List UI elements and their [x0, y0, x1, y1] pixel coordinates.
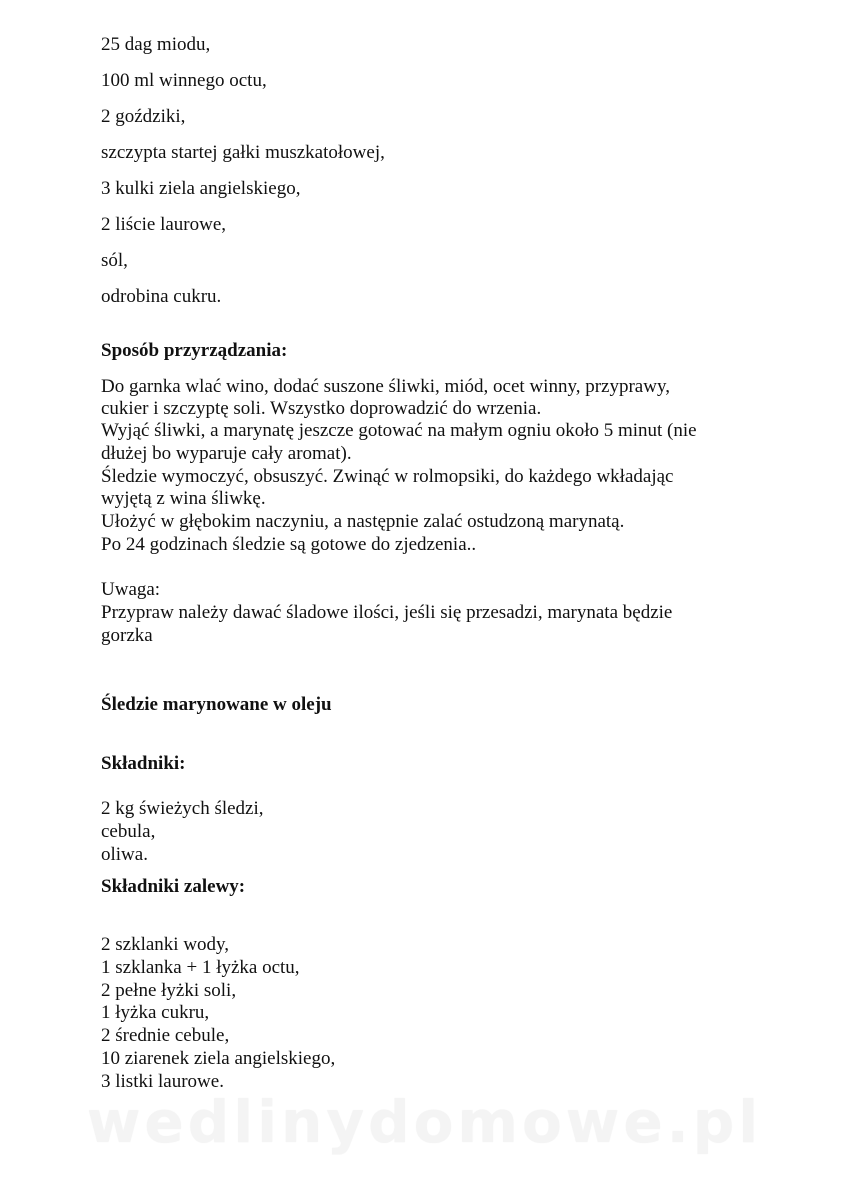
brine-line: 1 łyżka cukru,: [101, 1002, 210, 1023]
brine-line: 3 listki laurowe.: [101, 1071, 224, 1092]
ingredient-line: 3 kulki ziela angielskiego,: [101, 178, 301, 199]
preparation-line: Ułożyć w głębokim naczyniu, a następnie zalać ostudzoną marynatą.: [101, 511, 625, 532]
preparation-line: dłużej bo wyparuje cały aromat).: [101, 443, 352, 464]
brine-line: 2 średnie cebule,: [101, 1025, 230, 1046]
note-label: Uwaga:: [101, 579, 161, 600]
ingredient-line: 25 dag miodu,: [101, 34, 211, 55]
ingredient-line: 100 ml winnego octu,: [101, 70, 267, 91]
brine-line: 10 ziarenek ziela angielskiego,: [101, 1048, 336, 1069]
preparation-line: cukier i szczyptę soli. Wszystko doprowadzić do wrzenia.: [101, 398, 542, 419]
recipe-title: Śledzie marynowane w oleju: [101, 694, 332, 715]
ingredient-line: oliwa.: [101, 844, 148, 865]
ingredient-line: odrobina cukru.: [101, 286, 222, 307]
note-line: gorzka: [101, 625, 153, 646]
preparation-line: Wyjąć śliwki, a marynatę jeszcze gotować na małym ogniu około 5 minut (nie: [101, 420, 697, 441]
preparation-line: Do garnka wlać wino, dodać suszone śliwki, miód, ocet winny, przyprawy,: [101, 376, 670, 397]
brine-line: 2 szklanki wody,: [101, 934, 230, 955]
ingredient-line: szczypta startej gałki muszkatołowej,: [101, 142, 385, 163]
preparation-line: wyjętą z wina śliwkę.: [101, 488, 266, 509]
note-line: Przypraw należy dawać śladowe ilości, jeśli się przesadzi, marynata będzie: [101, 602, 673, 623]
ingredient-line: cebula,: [101, 821, 156, 842]
preparation-heading: Sposób przyrządzania:: [101, 340, 288, 361]
brine-line: 1 szklanka + 1 łyżka octu,: [101, 957, 300, 978]
ingredient-line: 2 liście laurowe,: [101, 214, 227, 235]
ingredient-line: 2 goździki,: [101, 106, 186, 127]
ingredient-line: sól,: [101, 250, 128, 271]
watermark: wedlinydomowe.pl: [86, 1088, 763, 1156]
preparation-line: Po 24 godzinach śledzie są gotowe do zjedzenia..: [101, 534, 477, 555]
brine-line: 2 pełne łyżki soli,: [101, 980, 237, 1001]
ingredient-line: 2 kg świeżych śledzi,: [101, 798, 264, 819]
preparation-line: Śledzie wymoczyć, obsuszyć. Zwinąć w rolmopsiki, do każdego wkładając: [101, 466, 674, 487]
brine-heading: Składniki zalewy:: [101, 876, 246, 897]
ingredients-heading: Składniki:: [101, 753, 186, 774]
